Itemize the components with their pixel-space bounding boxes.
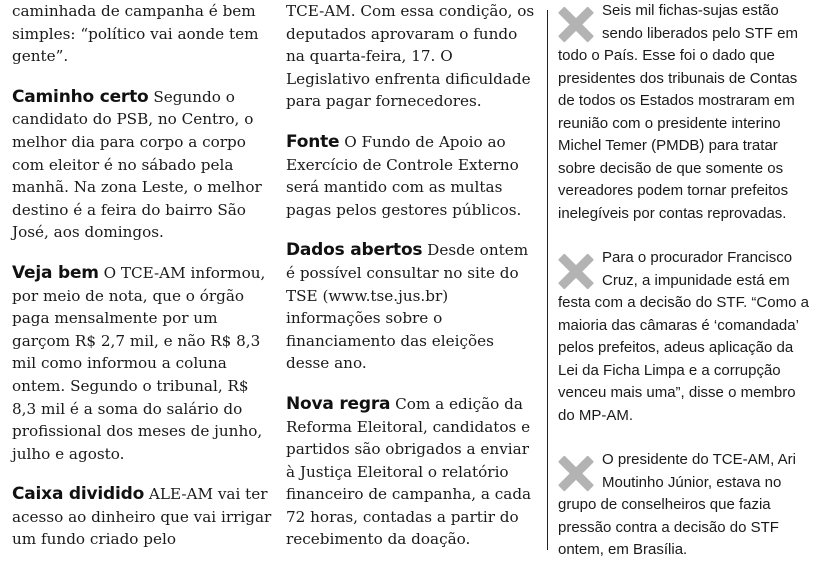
- paragraph-caminho-certo: [12, 86, 274, 244]
- body-fonte: O Fundo de Apoio ao Exercício de Controle Externo será mantido com as multas pagas pelos gestores públicos.: [286, 132, 522, 219]
- body-veja-bem: O TCE-AM informou, por meio de nota, que o órgão paga mensalmente por um garçom R$ 2,7 mil, e não R$ 8,3 mil como informou a coluna ontem. Segundo o tribunal, R$ 8,3 mil é a soma do salário do profissional dos meses de junho, julho e agosto.: [12, 263, 266, 463]
- x-mark-icon: [558, 6, 594, 42]
- note-text: O presidente do TCE-AM, Ari Moutinho Júnior, estava no grupo de conselheiros que fazia pressão contra a decisão do STF ontem, em Brasília.: [558, 451, 796, 558]
- body-nova-regra: Com a edição da Reforma Eleitoral, candidatos e partidos são obrigados a enviar à Justiça Eleitoral o relatório financeiro de campanha, a cada 72 horas, contadas a partir do recebimento da doação.: [286, 394, 532, 549]
- heading-dados-abertos: Dados abertos: [286, 240, 423, 261]
- x-mark-icon: [558, 455, 594, 491]
- note-text: Para o procurador Francisco Cruz, a impunidade está em festa com a decisão do STF. “Como a maioria das câmaras é ‘comandada’ pelos prefeitos, adeus aplicação da Lei da Ficha Limpa e a corrupção venceu mais uma”, disse o membro do MP-AM.: [558, 249, 809, 424]
- body-dados-abertos: Desde ontem é possível consultar no site do TSE (www.tse.jus.br) informações sobre o financiamento das eleições desse ano.: [286, 241, 529, 373]
- paragraph-caixa-dividido: [12, 483, 274, 551]
- column-middle: [286, 0, 538, 551]
- paragraph-continuation: TCE-AM. Com essa condição, os deputados aprovaram o fundo na quarta-feira, 17. O Legislativo enfrenta dificuldade para pagar fornecedores.: [286, 2, 535, 111]
- heading-fonte: Fonte: [286, 131, 340, 152]
- paragraph-dados-abertos: [286, 239, 538, 375]
- column-right-notes: [558, 0, 814, 562]
- note-fichas-sujas: [558, 0, 814, 225]
- column-left: [12, 0, 274, 551]
- note-procurador: [558, 247, 814, 427]
- heading-nova-regra: Nova regra: [286, 393, 391, 414]
- body-caixa-dividido: ALE-AM vai ter acesso ao dinheiro que vai irrigar um fundo criado pelo: [12, 485, 272, 549]
- paragraph-fonte: [286, 131, 538, 221]
- paragraph-nova-regra: [286, 393, 538, 551]
- heading-caminho-certo: Caminho certo: [12, 86, 149, 107]
- heading-caixa-dividido: Caixa dividido: [12, 484, 145, 505]
- paragraph-intro: caminhada de campanha é bem simples: “político vai aonde tem gente”.: [12, 2, 259, 66]
- paragraph-veja-bem: [12, 262, 274, 465]
- column-divider: [547, 10, 548, 550]
- body-caminho-certo: Segundo o candidato do PSB, no Centro, o melhor dia para corpo a corpo com eleitor é no sábado pela manhã. Na zona Leste, o melhor destino é a feira do bairro São José, aos domingos.: [12, 87, 262, 242]
- heading-veja-bem: Veja bem: [12, 262, 99, 283]
- x-mark-icon: [558, 253, 594, 289]
- note-text: Seis mil fichas-sujas estão sendo liberados pelo STF em todo o País. Esse foi o dado que presidentes dos tribunais de Contas de todos os Estados mostraram em reunião com o presidente interino Michel Temer (PMDB) para tratar sobre decisão de que somente os vereadores podem tornar prefeitos inelegíveis por contas reprovadas.: [558, 2, 798, 222]
- note-presidente-tce: [558, 449, 814, 562]
